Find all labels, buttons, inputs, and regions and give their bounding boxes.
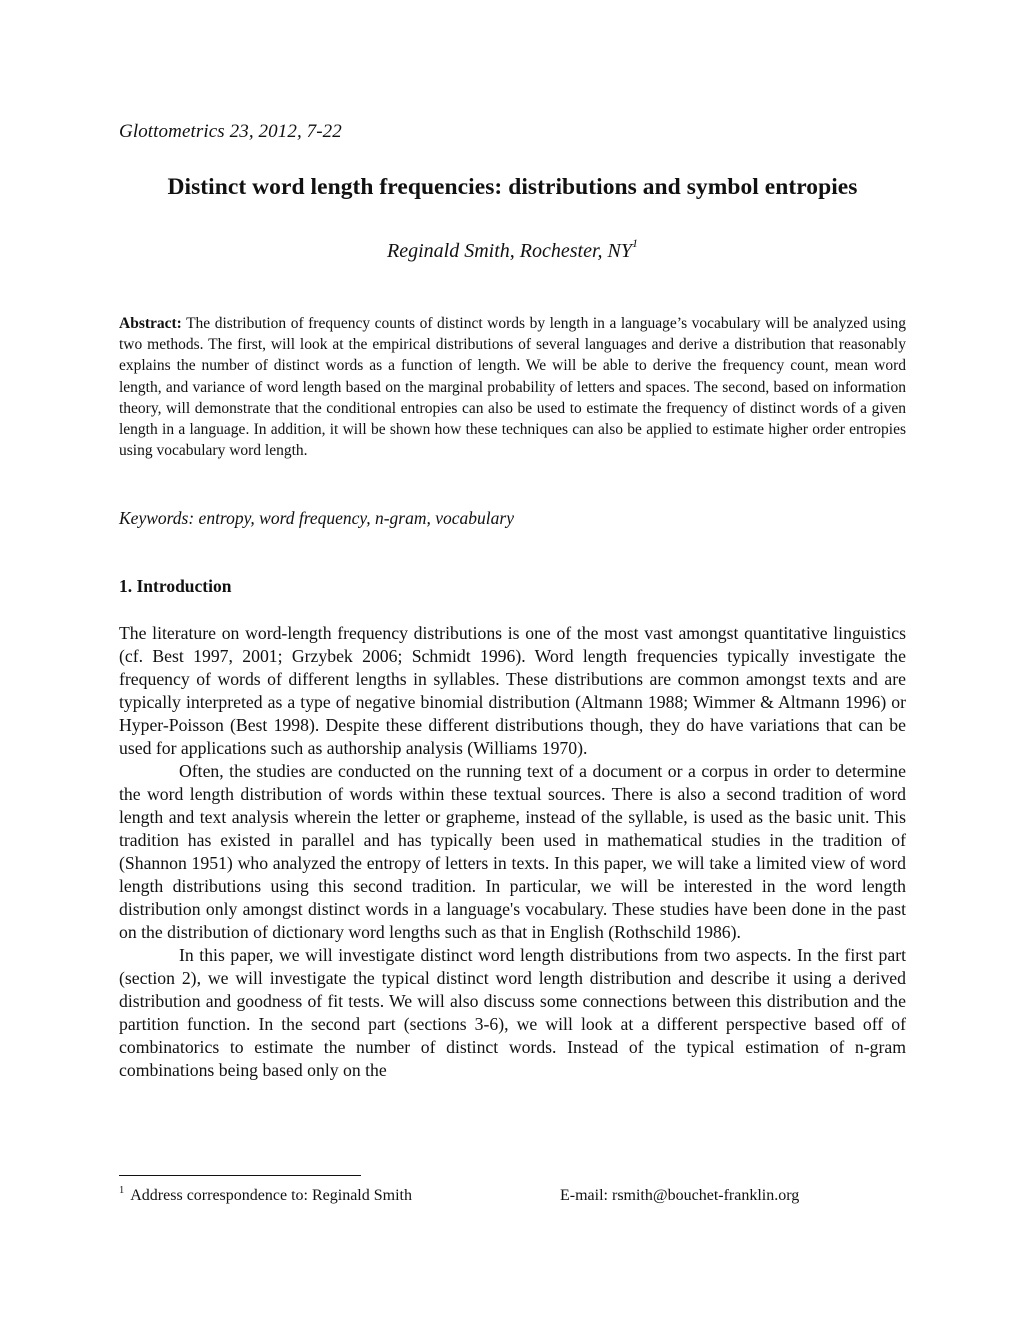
paragraph: In this paper, we will investigate distinct word length distributions from two aspects. In the first part (section 2), we will investigate the typical distinct word length distribution and describe it using a derived distribution and goodness of fit tests. We will also discuss some connections between this distribution and the partition function. In the second part (sections 3-6), we will look at a different perspective based off of combinatorics to estimate the number of distinct words. Instead of the typical estimation of n-gram combinations being based only on the bbox=[119, 945, 906, 1080]
keywords: Keywords: entropy, word frequency, n-gram, vocabulary bbox=[119, 508, 514, 528]
paper-title: Distinct word length frequencies: distributions and symbol entropies bbox=[167, 174, 858, 200]
paper-page bbox=[119, 0, 906, 1325]
author-name: Reginald Smith, Rochester, NY bbox=[387, 240, 632, 262]
abstract bbox=[119, 313, 906, 461]
author-footnote-marker: 1 bbox=[631, 236, 638, 250]
abstract-text: The distribution of frequency counts of distinct words by length in a language’s vocabulary will be analyzed using two methods. The first, will look at the empirical distributions of several languages and derive a distribution that reasonably explains the number of distinct words as a function of length. We will be able to derive the frequency count, mean word length, and variance of word length based on the marginal probability of letters and spaces. The second, based on information theory, will demonstrate that the conditional entropies can also be used to estimate the frequency of distinct words of a given length in a language. In addition, it will be shown how these techniques can also be applied to estimate higher order entropies using vocabulary word length. bbox=[119, 315, 906, 460]
footnote-email: E-mail: rsmith@bouchet-franklin.org bbox=[560, 1187, 800, 1204]
section-heading: 1. Introduction bbox=[119, 576, 232, 596]
journal-citation: Glottometrics 23, 2012, 7-22 bbox=[119, 121, 342, 142]
footnote-address: Address correspondence to: Reginald Smith bbox=[130, 1187, 412, 1204]
author-line bbox=[119, 236, 906, 263]
footnote-divider bbox=[119, 1175, 361, 1176]
paragraph: Often, the studies are conducted on the running text of a document or a corpus in order to determine the word length distribution of words within these textual sources. There is also a second tradition of word length and text analysis wherein the letter or grapheme, instead of the syllable, is used as the basic unit. This tradition has existed in parallel and has typically been used in mathematical studies in the tradition of (Shannon 1951) who analyzed the entropy of letters in texts. In this paper, we will take a limited view of word length distributions using this second tradition. In particular, we will be interested in the word length distribution only amongst distinct words in a language's vocabulary. These studies have been done in the past on the distribution of dictionary word lengths such as that in English (Rothschild 1986). bbox=[119, 761, 906, 942]
section-body bbox=[119, 622, 906, 1082]
abstract-label: Abstract: bbox=[119, 315, 182, 332]
footnote bbox=[119, 1187, 906, 1205]
footnote-marker: 1 bbox=[119, 1185, 125, 1196]
paragraph: The literature on word-length frequency distributions is one of the most vast amongst quantitative linguistics (cf. Best 1997, 2001; Grzybek 2006; Schmidt 1996). Word length frequencies typically investigate the frequency of words of different lengths in syllables. These distributions are common amongst texts and are typically interpreted as a type of negative binomial distribution (Altmann 1988; Wimmer & Altmann 1996) or Hyper-Poisson (Best 1998). Despite these different distributions though, they do have variations that can be used for applications such as authorship analysis (Williams 1970). bbox=[119, 623, 906, 758]
